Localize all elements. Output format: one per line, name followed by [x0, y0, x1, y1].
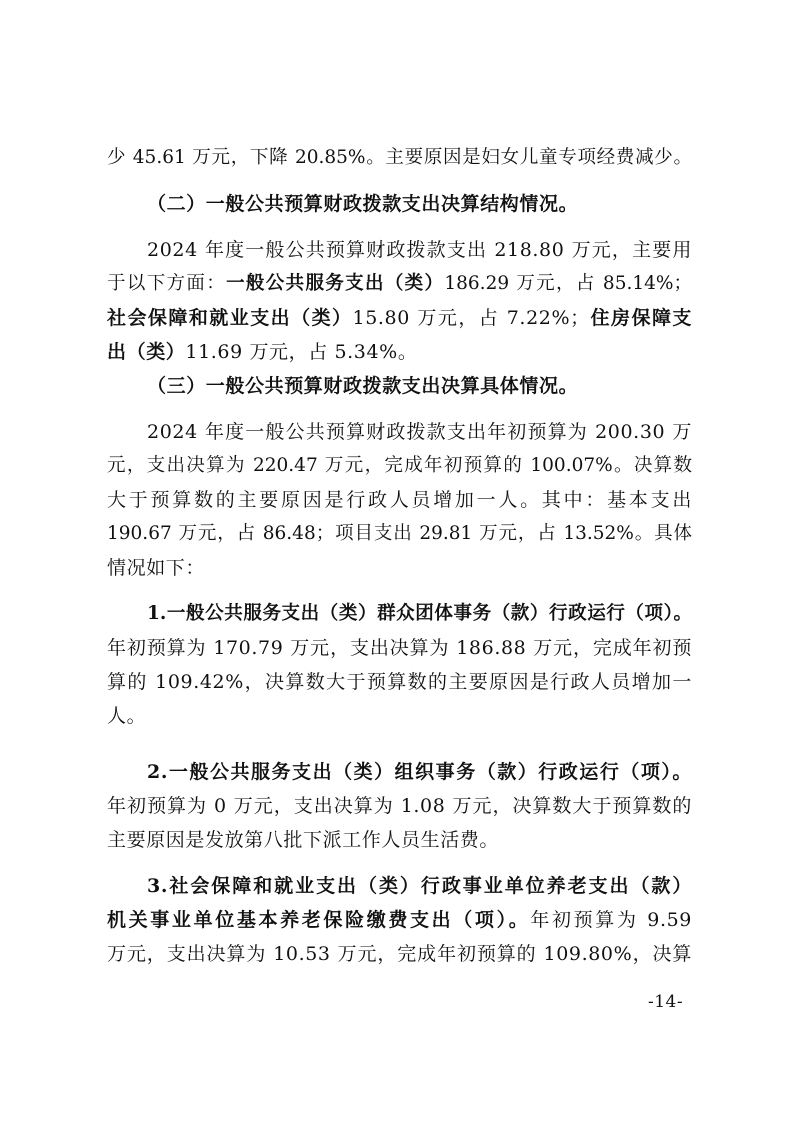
text-segment: 人。: [107, 705, 147, 727]
text-segment-bold: 一般公共服务支出（类）: [226, 273, 445, 294]
text-segment: 于以下方面：: [107, 273, 227, 294]
text-segment: 年初预算为 9.59: [530, 909, 692, 931]
text-segment: 算的 109.42%，决算数大于预算数的主要原因是行政人员增加一: [107, 671, 692, 693]
text-segment: （二）一般公共预算财政拨款支出决算结构情况。: [147, 193, 579, 215]
text-line-5: [107, 304, 692, 332]
item-heading-1: [147, 600, 692, 628]
text-segment: （三）一般公共预算财政拨款支出决算具体情况。: [147, 375, 579, 397]
text-segment: 情况如下：: [107, 557, 206, 579]
text-segment: 万元，支出决算为 10.53 万元，完成年初预算的 109.80%，决算: [107, 943, 692, 965]
text-segment: 年初预算为 0 万元，支出决算为 1.08 万元，决算数大于预算数的: [107, 795, 692, 817]
text-segment: 少 45.61 万元，下降 20.85%。主要原因是妇女儿童专项经费减少。: [107, 147, 692, 168]
text-line-8: [147, 418, 692, 446]
text-line-1: [107, 144, 692, 172]
text-segment: 元，支出决算为 220.47 万元，完成年初预算的 100.07%。决算数: [107, 455, 692, 476]
text-segment-bold: 社会保障和就业支出（类）: [107, 307, 353, 329]
text-segment: 15.80 万元，占 7.22%；: [352, 307, 590, 329]
item-heading-3: [147, 872, 692, 900]
text-line-21: [107, 906, 692, 934]
text-segment-bold: 住房保障支: [589, 307, 692, 329]
text-segment: 11.69 万元，占 5.34%。: [185, 341, 418, 363]
text-line-4: [107, 270, 692, 298]
text-segment: 2024 年度一般公共预算财政拨款支出年初预算为 200.30 万: [147, 421, 692, 443]
text-segment: 1.一般公共服务支出（类）群众团体事务（款）行政运行（项）。: [147, 603, 692, 624]
text-line-14: [107, 634, 692, 662]
text-line-19: [107, 826, 692, 854]
page-number: -14-: [648, 992, 684, 1012]
text-line-6: [107, 338, 692, 366]
text-segment-bold: 出（类）: [107, 341, 186, 363]
text-line-11: [107, 520, 692, 548]
item-heading-2: [147, 758, 692, 786]
text-line-3: [147, 236, 692, 264]
text-line-18: [107, 792, 692, 820]
text-line-16: [107, 702, 692, 730]
text-segment: 2024 年度一般公共预算财政拨款支出 218.80 万元，主要用: [147, 239, 692, 261]
text-segment: 186.29 万元，占 85.14%；: [444, 273, 692, 294]
text-line-12: [107, 554, 692, 582]
text-segment: 2.一般公共服务支出（类）组织事务（款）行政运行（项）。: [147, 761, 692, 783]
section-heading-3: [147, 372, 692, 400]
text-line-22: [107, 940, 692, 968]
text-segment: 年初预算为 170.79 万元，支出决算为 186.88 万元，完成年初预: [107, 637, 692, 659]
text-segment: 主要原因是发放第八批下派工作人员生活费。: [107, 829, 500, 851]
text-segment-bold: 机关事业单位基本养老保险缴费支出（项）。: [107, 909, 531, 931]
text-line-10: [107, 486, 692, 514]
section-heading-2: [147, 190, 692, 218]
text-line-15: [107, 668, 692, 696]
text-line-9: [107, 452, 692, 480]
text-segment: 大于预算数的主要原因是行政人员增加一人。其中：基本支出: [107, 489, 692, 511]
text-segment: 190.67 万元，占 86.48；项目支出 29.81 万元，占 13.52%。具体: [107, 523, 692, 544]
text-segment: 3.社会保障和就业支出（类）行政事业单位养老支出（款）: [147, 875, 692, 897]
